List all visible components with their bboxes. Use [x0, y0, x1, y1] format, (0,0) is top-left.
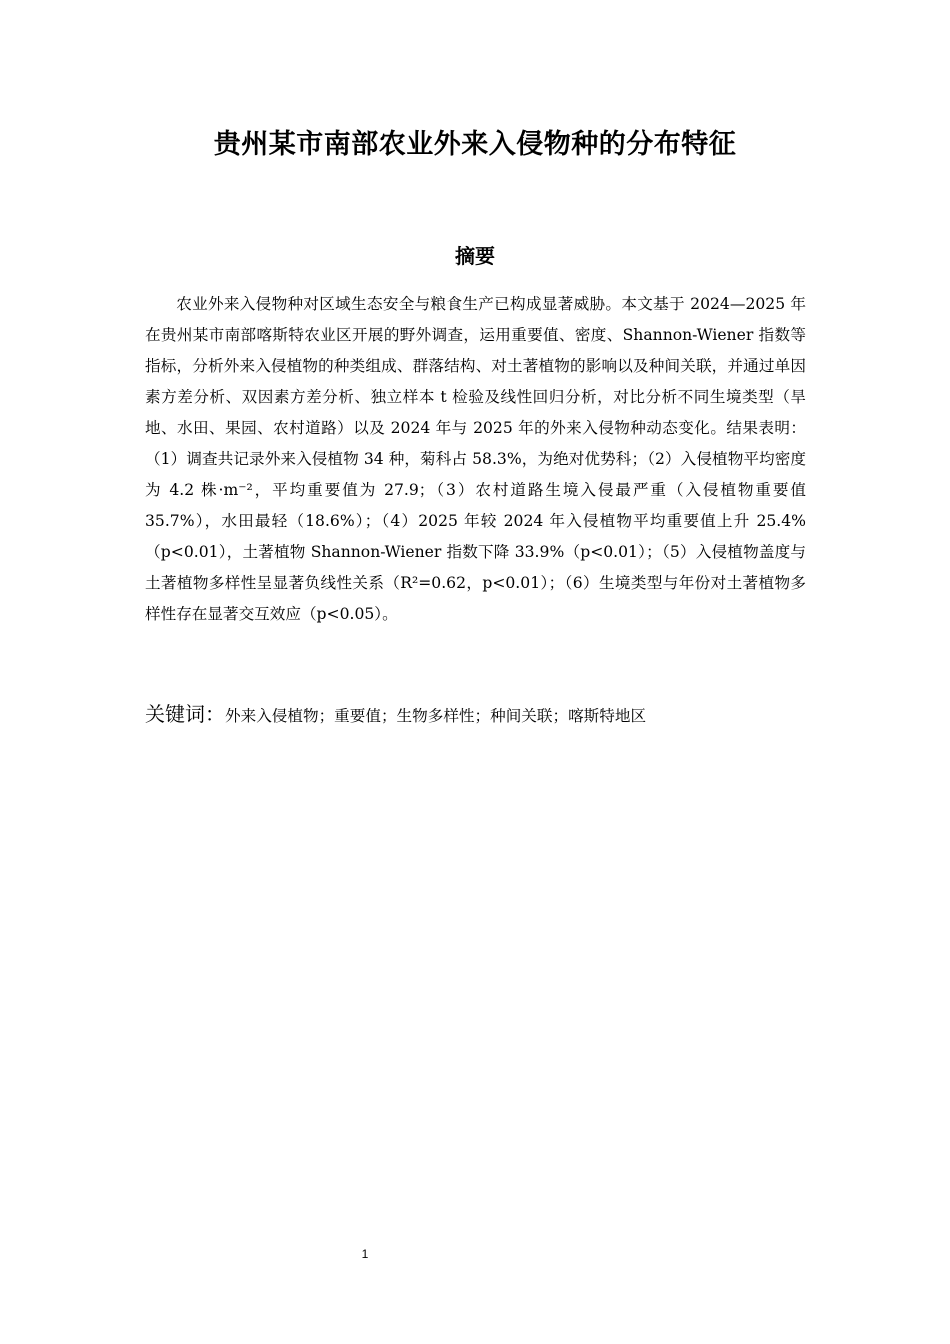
- abstract-body: 农业外来入侵物种对区域生态安全与粮食生产已构成显著威胁。本文基于 2024—2025 年在贵州某市南部喀斯特农业区开展的野外调查，运用重要值、密度、Shannon-Wiener 指数等指标，分析外来入侵植物的种类组成、群落结构、对土著植物的影响以及种间关联，并通过单因素方差分析、双因素方差分析、独立样本 t 检验及线性回归分析，对比分析不同生境类型（旱地、水田、果园、农村道路）以及 2024 年与 2025 年的外来入侵物种动态变化。结果表明：（1）调查共记录外来入侵植物 34 种，菊科占 58.3%，为绝对优势科；（2）入侵植物平均密度为 4.2 株·m⁻²，平均重要值为 27.9；（3）农村道路生境入侵最严重（入侵植物重要值 35.7%），水田最轻（18.6%）；（4）2025 年较 2024 年入侵植物平均重要值上升 25.4%（p<0.01），土著植物 Shannon-Wiener 指数下降 33.9%（p<0.01）；（5）入侵植物盖度与土著植物多样性呈显著负线性关系（R²=0.62，p<0.01）；（6）生境类型与年份对土著植物多样性存在显著交互效应（p<0.05）。: [145, 295, 806, 623]
- keywords-line: [145, 699, 806, 731]
- keywords-label: 关键词：: [145, 702, 225, 726]
- abstract-heading: 摘要: [455, 244, 495, 268]
- page-number: 1: [361, 1247, 369, 1261]
- paper-title: 贵州某市南部农业外来入侵物种的分布特征: [213, 129, 737, 160]
- keywords-text: 外来入侵植物；重要值；生物多样性；种间关联；喀斯特地区: [225, 707, 647, 725]
